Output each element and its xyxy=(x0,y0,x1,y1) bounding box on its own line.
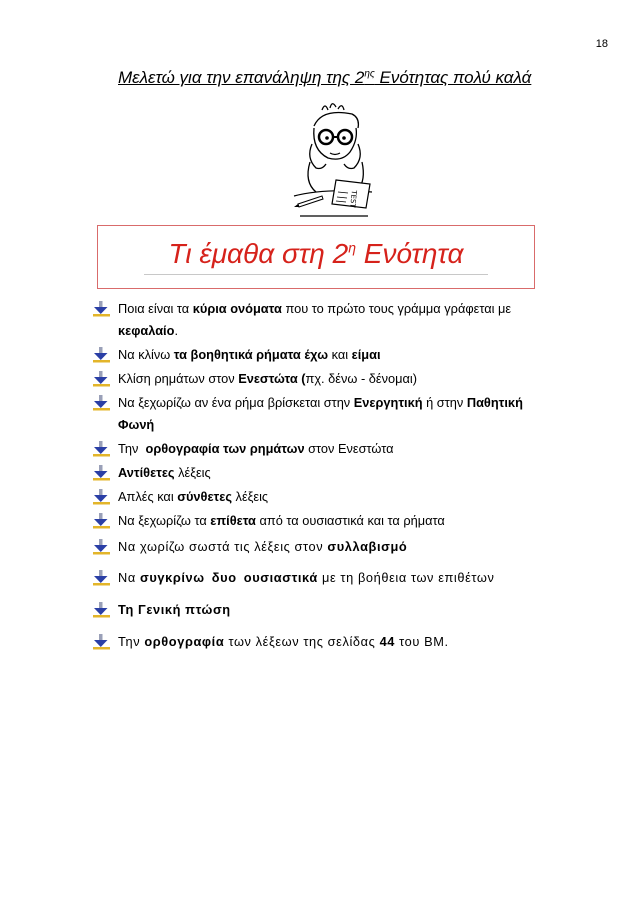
blue-arrow-down-icon xyxy=(93,395,111,411)
learned-topics-list xyxy=(93,298,613,653)
list-item: Ποια είναι τα κύρια ονόματα που το πρώτο τους γράμμα γράφεται με κεφαλαίο. xyxy=(93,298,613,342)
blue-arrow-down-icon xyxy=(93,301,111,317)
title-underline xyxy=(144,274,488,275)
list-item: Την ορθογραφία των λέξεων της σελίδας 44 του ΒΜ. xyxy=(93,631,613,653)
student-studying-test-icon xyxy=(292,100,374,218)
list-item: Να συγκρίνω δυο ουσιαστικά με τη βοήθεια των επιθέτων xyxy=(93,567,613,589)
page-number: 18 xyxy=(595,38,608,50)
blue-arrow-down-icon xyxy=(93,634,111,650)
list-item: Κλίση ρημάτων στον Ενεστώτα (πχ. δένω - δένομαι) xyxy=(93,368,613,390)
list-item: Να χωρίζω σωστά τις λέξεις στον συλλαβισμό xyxy=(93,536,613,558)
list-item: Απλές και σύνθετες λέξεις xyxy=(93,486,613,508)
list-item: Να ξεχωρίζω τα επίθετα από τα ουσιαστικά και τα ρήματα xyxy=(93,510,613,532)
blue-arrow-down-icon xyxy=(93,465,111,481)
list-item: Να κλίνω τα βοηθητικά ρήματα έχω και είμαι xyxy=(93,344,613,366)
blue-arrow-down-icon xyxy=(93,539,111,555)
blue-arrow-down-icon xyxy=(93,513,111,529)
blue-arrow-down-icon xyxy=(93,371,111,387)
page-heading: Μελετώ για την επανάληψη της $2^{\eta\varsigma}$ Ενότητας πολύ καλά xyxy=(118,68,532,87)
blue-arrow-down-icon xyxy=(93,570,111,586)
blue-arrow-down-icon xyxy=(93,441,111,457)
title-box-heading: Τι έμαθα στη $2^\eta$ Ενότητα xyxy=(168,238,464,269)
title-box xyxy=(97,225,535,289)
blue-arrow-down-icon xyxy=(93,602,111,618)
test-paper-label: TEST xyxy=(348,189,358,208)
list-item: Την ορθογραφία των ρημάτων στον Ενεστώτα xyxy=(93,438,613,460)
list-item: Αντίθετες λέξεις xyxy=(93,462,613,484)
blue-arrow-down-icon xyxy=(93,489,111,505)
blue-arrow-down-icon xyxy=(93,347,111,363)
list-item: Να ξεχωρίζω αν ένα ρήμα βρίσκεται στην Ενεργητική ή στην Παθητική Φωνή xyxy=(93,392,613,436)
list-item: Τη Γενική πτώση xyxy=(93,599,613,621)
